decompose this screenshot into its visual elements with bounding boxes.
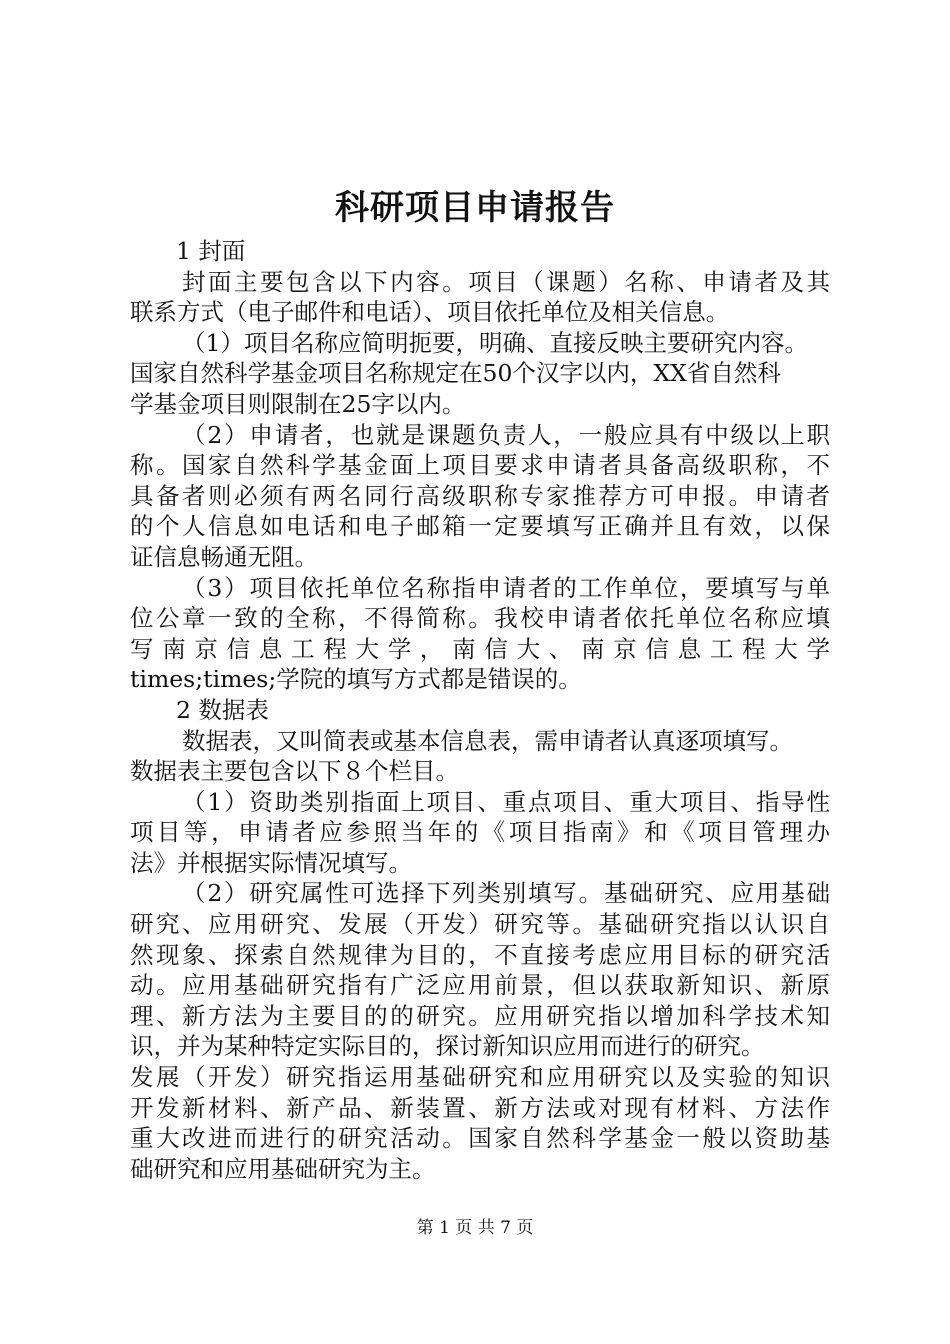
text-line: 封面主要包含以下内容。项目（课题）名称、申请者及其 (182, 267, 830, 296)
text-line: 证信息畅通无阻。 (130, 542, 318, 571)
text-line: 项目等，申请者应参照当年的《项目指南》和《项目管理办 (130, 818, 830, 847)
document-body (130, 236, 830, 1184)
text-line: 发展（开发）研究指运用基础研究和应用研究以及实验的知识 (130, 1063, 830, 1092)
text-line: 然现象、探索自然规律为目的，不直接考虑应用目标的研究活 (130, 940, 830, 969)
text-line: 础研究和应用基础研究为主。 (130, 1154, 436, 1183)
text-line: 理、新方法为主要目的的研究。应用研究指以增加科学技术知 (130, 1001, 830, 1030)
text-line: （1）资助类别指面上项目、重点项目、重大项目、指导性 (182, 787, 830, 816)
text-line: 学基金项目则限制在25字以内。 (130, 389, 466, 418)
text-line: 联系方式（电子邮件和电话）、项目依托单位及相关信息。 (130, 298, 730, 327)
text-line: （3）项目依托单位名称指申请者的工作单位，要填写与单 (182, 573, 830, 602)
text-line: 具备者则必须有两名同行高级职称专家推荐方可申报。申请者 (130, 481, 830, 510)
text-line: 位公章一致的全称，不得简称。我校申请者依托单位名称应填 (130, 604, 830, 633)
text-line: 数据表，又叫简表或基本信息表，需申请者认真逐项填写。 (182, 726, 793, 755)
text-line: 动。应用基础研究指有广泛应用前景，但以获取新知识、新原 (130, 971, 830, 1000)
text-line: 重大改进而进行的研究活动。国家自然科学基金一般以资助基 (130, 1124, 830, 1153)
text-line: times;times;学院的填写方式都是错误的。 (130, 665, 582, 694)
text-line: （2）申请者，也就是课题负责人，一般应具有中级以上职 (182, 420, 830, 449)
text-line: （1）项目名称应简明扼要，明确、直接反映主要研究内容。 (182, 328, 808, 357)
text-line: 称。国家自然科学基金面上项目要求申请者具备高级职称，不 (130, 451, 830, 480)
text-line: 开发新材料、新产品、新装置、新方法或对现有材料、方法作 (130, 1093, 830, 1122)
section-heading: 2 数据表 (176, 695, 269, 724)
text-line: 法》并根据实际情况填写。 (130, 848, 412, 877)
text-line: 写 南 京 信 息 工 程 大 学 ， 南 信 大 、 南 京 信 息 工 程 大 学 (130, 634, 830, 663)
text-line: 识，并为某种特定实际目的，探讨新知识应用而进行的研究。 (130, 1032, 765, 1061)
page-number-footer: 第 1 页 共 7 页 (416, 1218, 534, 1238)
text-line: 国家自然科学基金项目名称规定在50个汉字以内，XX省自然科 (130, 359, 781, 388)
document-title: 科研项目申请报告 (335, 188, 615, 228)
text-line: 数据表主要包含以下８个栏目。 (130, 757, 459, 786)
section-heading: 1 封面 (176, 237, 246, 265)
text-line: 的个人信息如电话和电子邮箱一定要填写正确并且有效，以保 (130, 512, 830, 541)
text-line: 研究、应用研究、发展（开发）研究等。基础研究指以认识自 (130, 910, 830, 939)
text-line: （2）研究属性可选择下列类别填写。基础研究、应用基础 (182, 879, 830, 908)
